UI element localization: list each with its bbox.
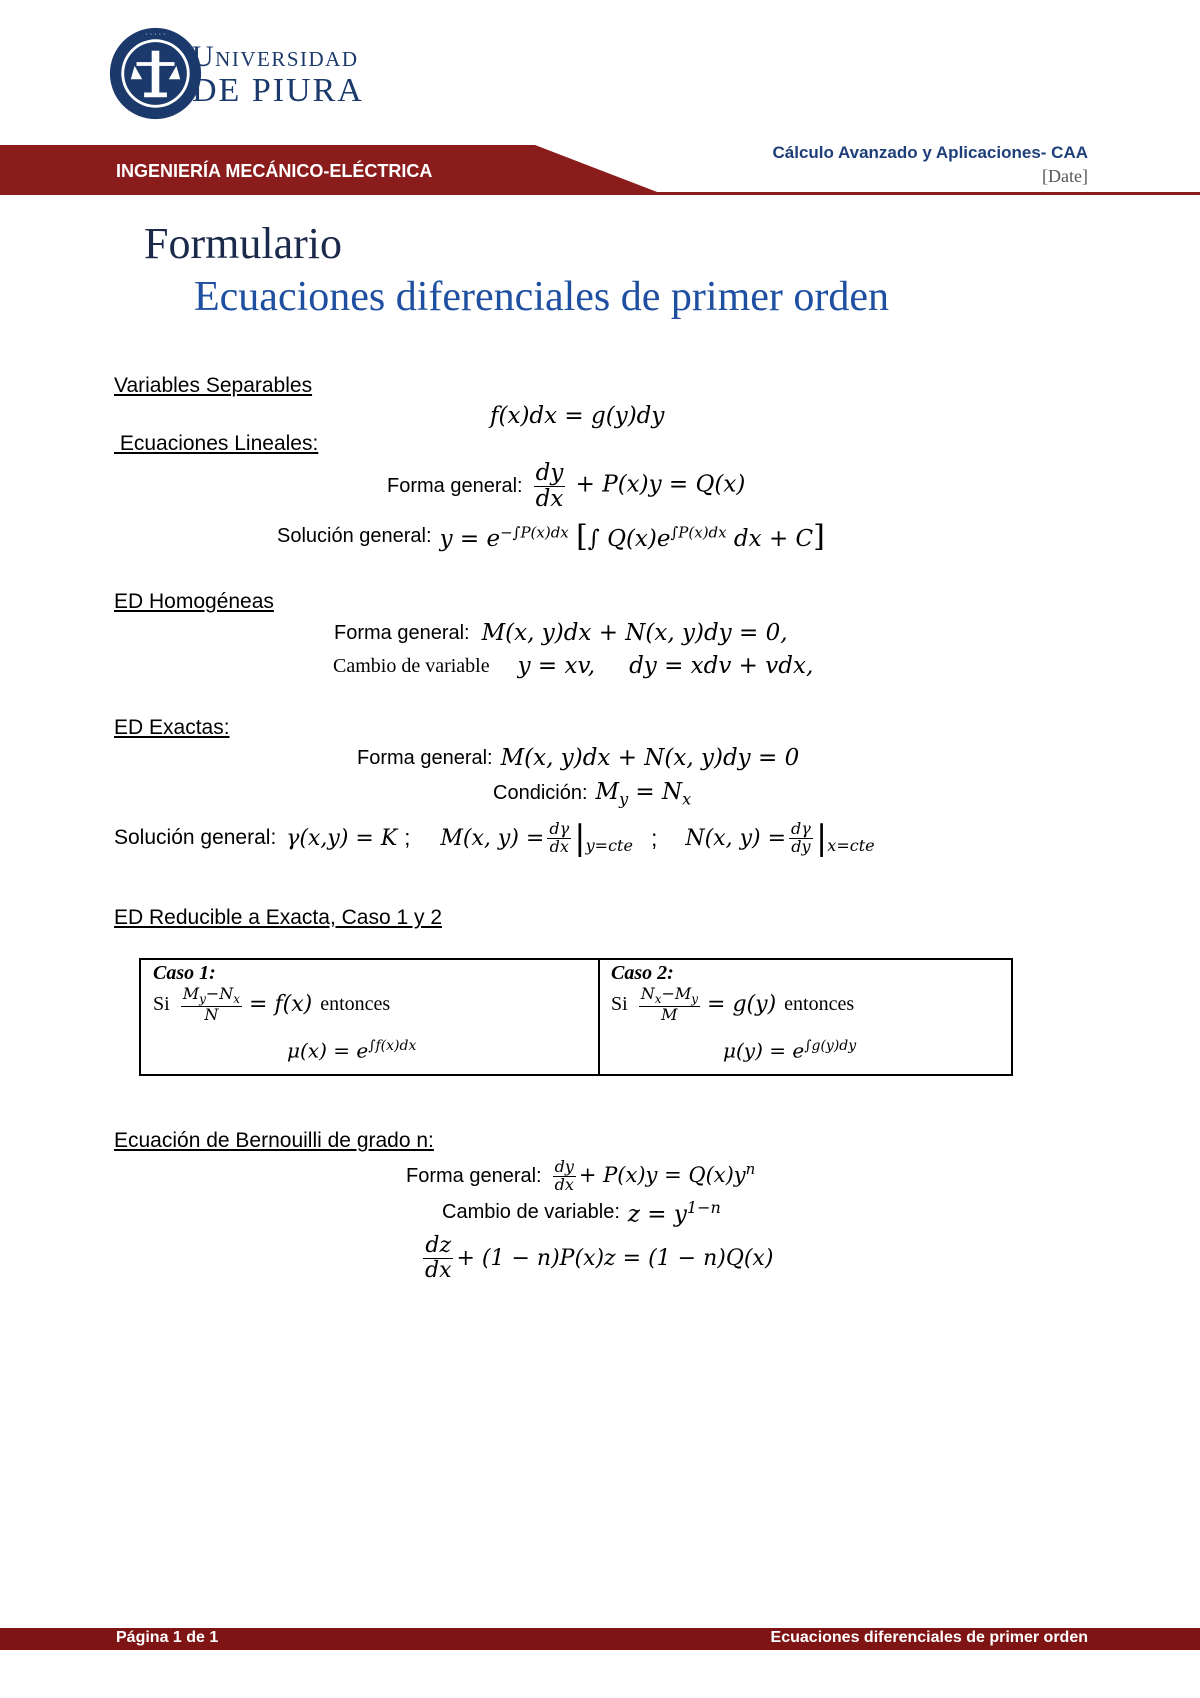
caso2-title: Caso 2: [611, 962, 674, 984]
equation-n-derivative: N(x, y) = $\frac{d\gamma}{dy}$ | x=cte [685, 818, 875, 858]
heading-reducible-exacta: ED Reducible a Exacta, Caso 1 y 2 [114, 906, 443, 929]
caso2-condition [611, 986, 854, 1024]
equation-linear-solution: $y = e^{-\int P(x)dx}$ [∫ $Q(x)e^{\int P(x)dx}$ dx + C] [439, 518, 825, 554]
linear-general-form [387, 458, 745, 514]
table-divider [598, 960, 600, 1074]
caso2-integrating-factor: $\mu(y) = e^{\int g(y)dy}$ [723, 1038, 857, 1063]
university-name-line2: DE PIURA [192, 72, 364, 109]
caso2-entonces: entonces [784, 993, 855, 1016]
label-cambio-variable: Cambio de variable [333, 654, 490, 677]
exact-general-solution [114, 808, 875, 868]
caso2-gy: = g(y) [707, 992, 777, 1018]
equation-exact-form: M(x, y)dx + N(x, y)dy = 0 [500, 745, 800, 771]
header-rule [600, 192, 1200, 195]
label-cambio-variable: Cambio de variable: [442, 1201, 620, 1224]
equation-substitution-y: y = xv, [517, 653, 596, 679]
caso1-si: Si [153, 993, 170, 1016]
label-solucion-general: Solución general: [114, 826, 277, 849]
heading-bernoulli: Ecuación de Bernouilli de grado n: [114, 1129, 434, 1152]
caso1-title: Caso 1: [153, 962, 216, 984]
caso2-si: Si [611, 993, 628, 1016]
university-name-line1: Universidad [192, 40, 359, 73]
heading-ed-homogeneas: ED Homogéneas [114, 590, 274, 613]
page-title: Formulario [144, 219, 342, 268]
homogeneous-general-form [334, 620, 788, 646]
bernoulli-general-form [406, 1154, 755, 1198]
linear-general-solution [277, 516, 825, 556]
heading-ecuaciones-lineales: Ecuaciones Lineales: [114, 432, 319, 455]
heading-variables-separables: Variables Separables [114, 374, 313, 397]
equation-exact-condition: $M_y = N_x$ [595, 779, 692, 809]
equation-linear-form: $\frac{dy}{dx}$ + P(x)y = Q(x) [535, 460, 746, 512]
label-forma-general: Forma general: [357, 746, 493, 769]
label-forma-general: Forma general: [387, 474, 523, 497]
label-forma-general: Forma general: [406, 1164, 542, 1187]
homogeneous-change-variable [333, 653, 813, 679]
course-name: Cálculo Avanzado y Aplicaciones- CAA [772, 143, 1088, 162]
equation-z-substitution: $z = y^{1-n}$ [627, 1198, 721, 1228]
caso1-fraction: $\frac{M_y-N_x}{N}$ [182, 984, 241, 1024]
department-label: INGENIERÍA MECÁNICO-ELÉCTRICA [116, 161, 433, 181]
label-solucion-general: Solución general: [277, 524, 432, 547]
footer-page-number: Página 1 de 1 [116, 1629, 219, 1646]
footer-document-title: Ecuaciones diferenciales de primer orden [770, 1629, 1088, 1646]
caso1-integrating-factor: $\mu(x) = e^{\int f(x)dx}$ [287, 1038, 417, 1063]
equation-m-derivative: M(x, y) = $\frac{d\gamma}{dx}$ | y=cte [440, 818, 633, 858]
heading-ed-exactas: ED Exactas: [114, 716, 230, 739]
caso2-fraction: $\frac{N_x-M_y}{M}$ [640, 984, 699, 1024]
equation-bernoulli-linearized: $\frac{dz}{dx}$ + (1 − n)P(x)z = (1 − n)Q(x) [425, 1233, 774, 1283]
equation-separables: f(x)dx = g(y)dy [490, 403, 665, 429]
equation-gamma-k: γ(x,y) = K ; [286, 825, 411, 851]
exact-condition [493, 779, 691, 809]
exact-general-form [357, 745, 799, 771]
equation-substitution-dy: dy = xdv + vdx, [629, 653, 814, 679]
caso1-condition [153, 986, 390, 1024]
university-seal-logo [108, 26, 203, 121]
bernoulli-change-variable [442, 1198, 721, 1228]
equation-bernoulli-form: $\frac{dy}{dx}$ + $P(x)y = Q(x)y^n$ [554, 1156, 756, 1194]
page-subtitle: Ecuaciones diferenciales de primer orden [194, 274, 889, 320]
caso1-fx: = f(x) [249, 992, 313, 1018]
separator-semicolon: ; [650, 824, 658, 851]
date-placeholder: [Date] [1042, 166, 1088, 186]
equation-homogeneous-form: M(x, y)dx + N(x, y)dy = 0, [481, 620, 788, 646]
label-condicion: Condición: [493, 782, 588, 805]
caso1-entonces: entonces [320, 993, 391, 1016]
svg-text:· · · · ·: · · · · · [145, 29, 166, 39]
casos-table [139, 958, 1013, 1076]
label-forma-general: Forma general: [334, 621, 470, 644]
